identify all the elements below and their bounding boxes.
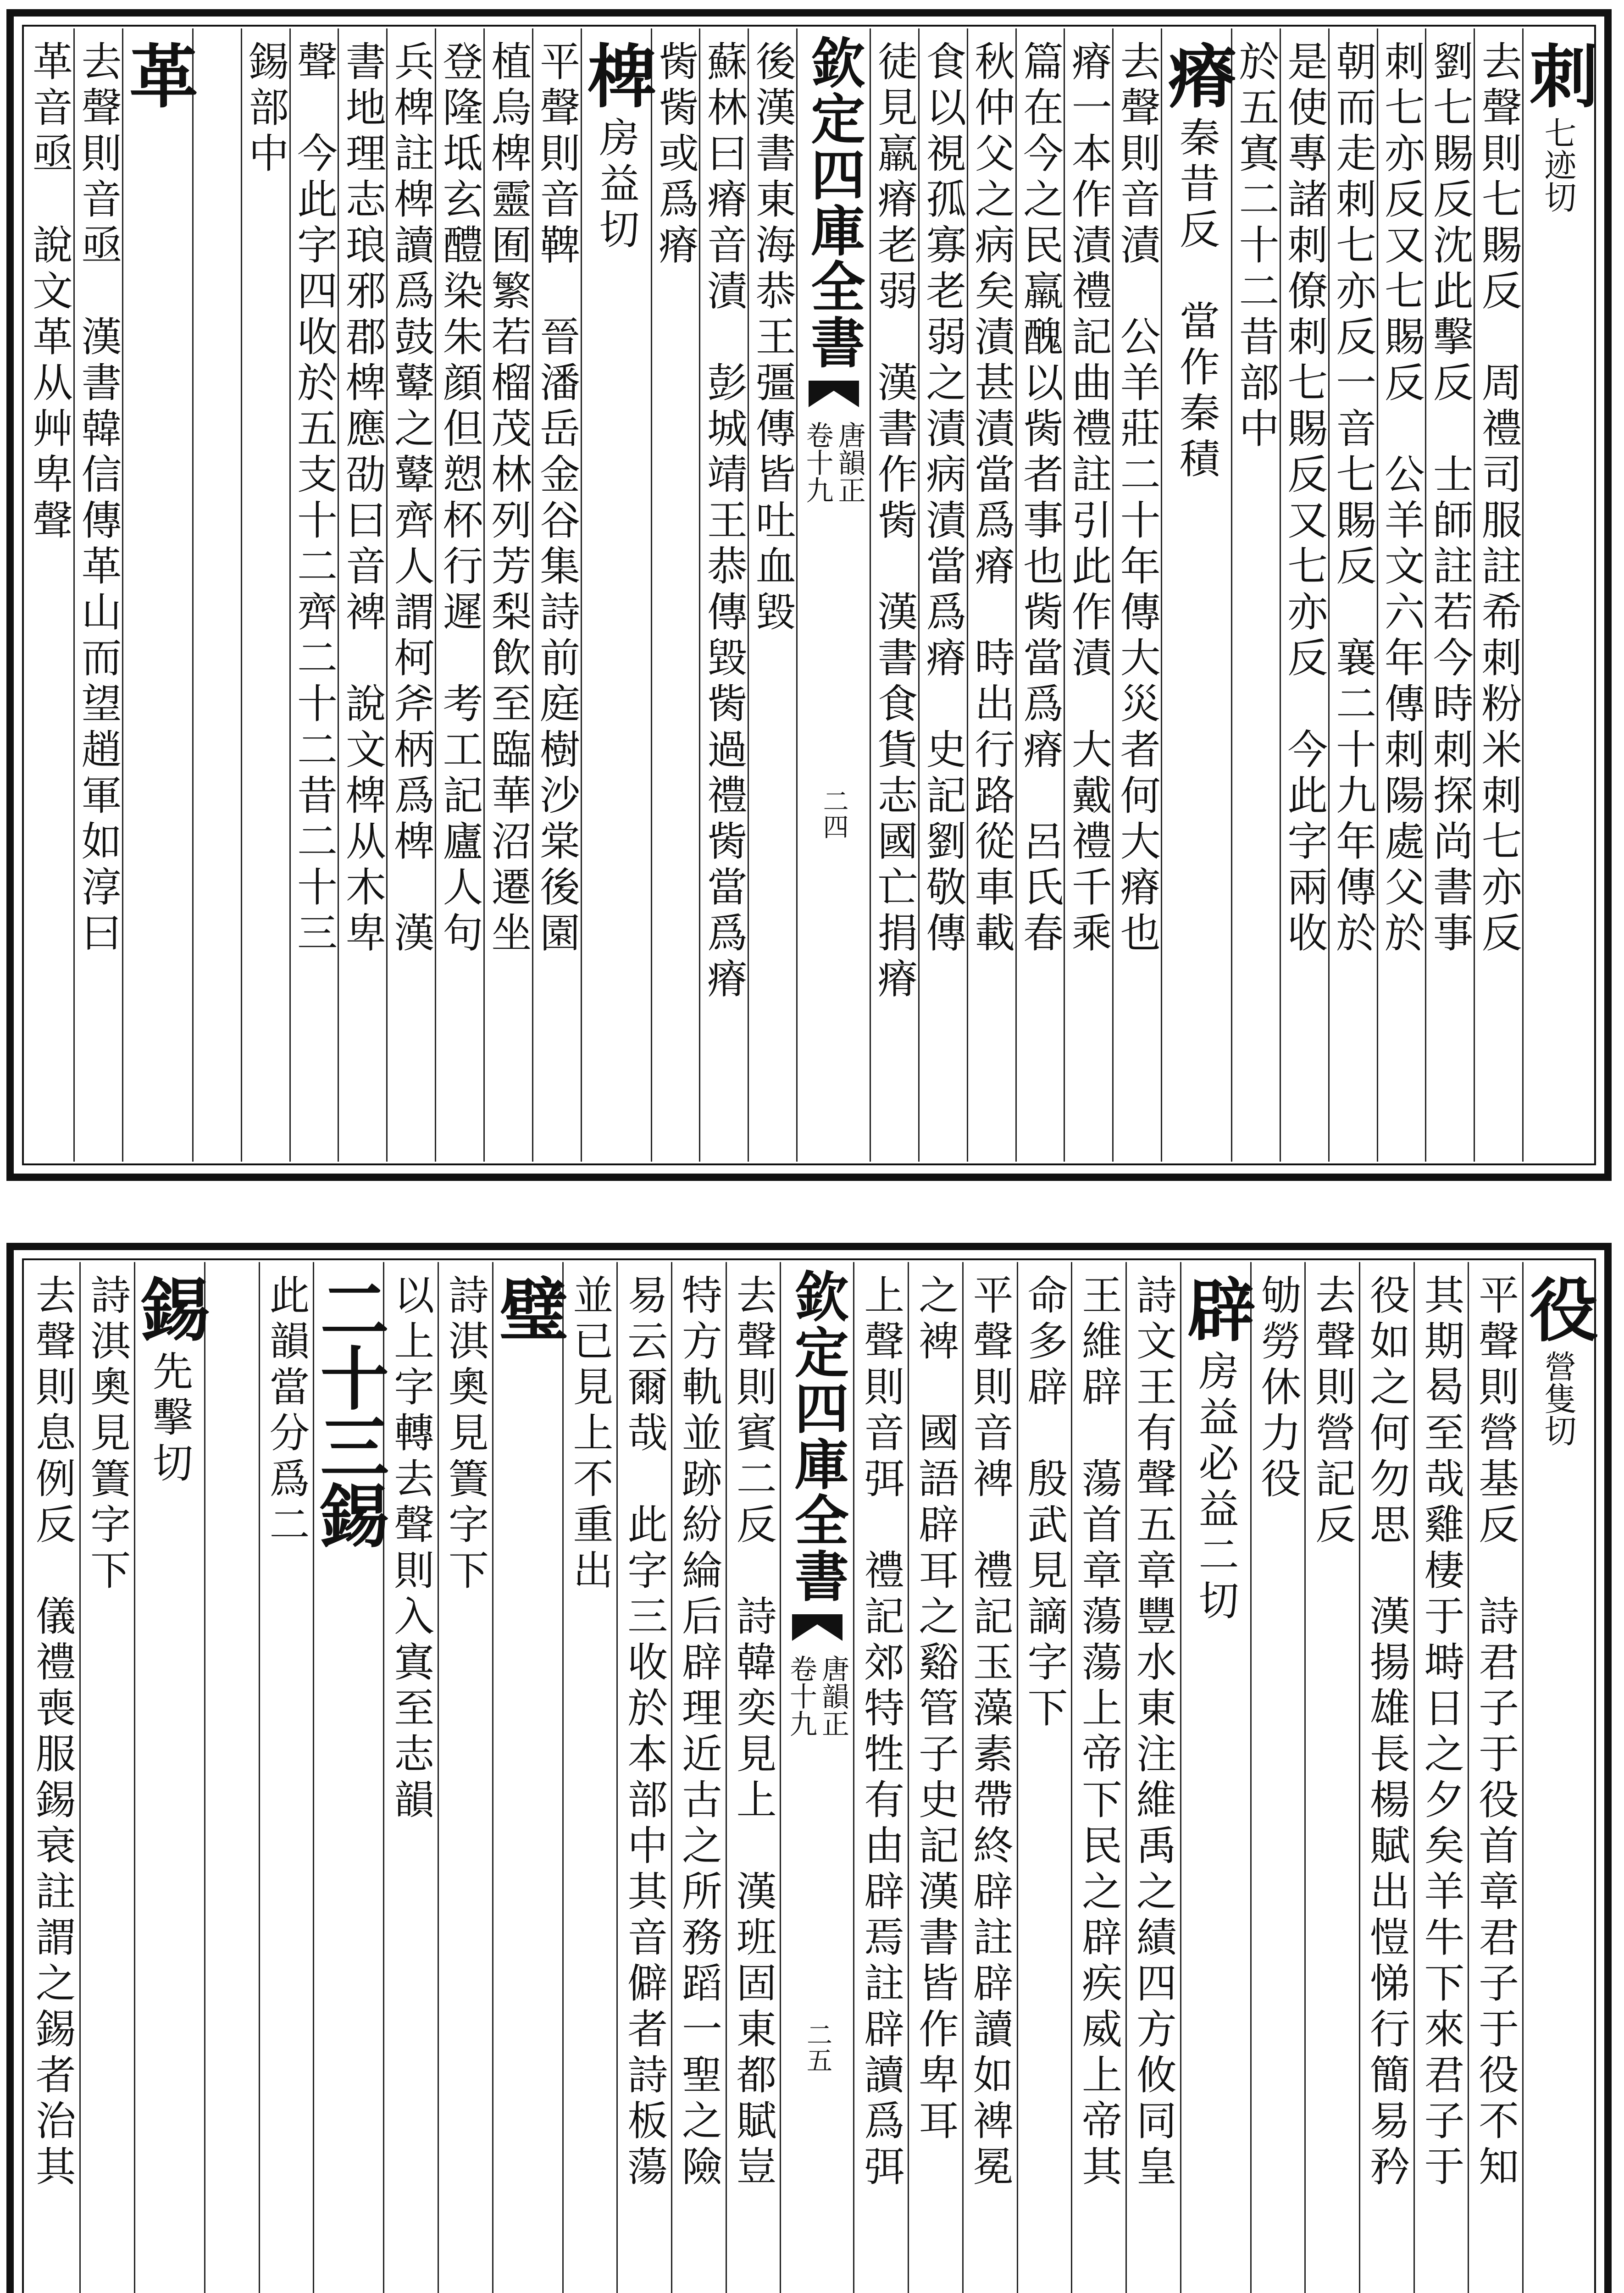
column-text: 去聲則音亟 漢書韓信傳革山而望趙軍如淳曰 <box>75 40 122 958</box>
column-text: 詩淇奧見簀字下 <box>84 1274 132 1595</box>
column-text: 詩文王有聲五章豐水東注維禹之績四方攸同皇 <box>1130 1274 1177 2191</box>
column-text: 平聲則營基反 詩君子于役首章君子于役不知 <box>1472 1274 1520 2191</box>
column-text: 易云爾哉 此字三收於本部中其音僻者詩板蕩 <box>621 1274 669 2191</box>
entry-headword: 錫 <box>129 1274 210 1343</box>
column-text: 革音亟 說文革从艸卑聲 <box>26 40 73 545</box>
column-text: 並已見上不重出 <box>566 1274 614 1595</box>
text-column <box>483 28 532 1162</box>
text-column <box>967 28 1015 1162</box>
text-column <box>241 28 289 1162</box>
text-column <box>1474 28 1522 1162</box>
column-text: 之裨 國語辟耳之谿管子史記漢書皆作卑耳 <box>912 1274 959 2145</box>
column-text: 錫部中 <box>242 40 290 178</box>
entry-column <box>117 28 198 1162</box>
column-text: 王維辟 蕩首章蕩蕩上帝下民之辟疾威上帝其 <box>1075 1274 1123 2191</box>
text-column <box>1017 1262 1071 2293</box>
text-column <box>726 1262 780 2293</box>
text-column <box>699 28 748 1162</box>
text-column <box>1328 28 1377 1162</box>
text-column <box>1359 1262 1413 2293</box>
column-text: 去聲則七賜反 周禮司服註希刺粉米刺七亦反 <box>1475 40 1523 958</box>
text-column <box>1280 28 1328 1162</box>
entry-column <box>1518 28 1598 1162</box>
text-column <box>79 1262 134 2293</box>
column-text: 去聲則音漬 公羊莊二十年傳大災者何大瘠也 <box>1114 40 1161 958</box>
column-text: 平聲則音裨 禮記玉藻素帶終辟註辟讀如裨冕 <box>966 1274 1014 2191</box>
text-column <box>1425 28 1474 1162</box>
entry-column <box>576 28 657 1162</box>
folio-number: 二四 <box>819 788 849 839</box>
text-column <box>748 28 796 1162</box>
volume-info <box>801 421 866 504</box>
entry-headword: 瘠 <box>1156 40 1237 109</box>
entry-column <box>308 1262 389 2293</box>
column-text: 是使專諸刺僚刺七賜反又七亦反 今此字兩收 <box>1281 40 1329 958</box>
text-column <box>386 28 435 1162</box>
column-text: 徒見羸瘠老弱 漢書作胔 漢書食貨志國亡捐瘠 <box>871 40 919 1003</box>
text-column <box>289 28 338 1162</box>
text-column <box>1071 1262 1125 2293</box>
entry-column <box>1518 1262 1598 2293</box>
book-title: 欽定四庫全書 <box>785 1268 849 1604</box>
entry-column <box>129 1262 210 2293</box>
column-text: 上聲則音弭 禮記郊特牲有由辟焉註辟讀爲弭 <box>858 1274 905 2191</box>
entry-headword: 璧 <box>487 1274 568 1343</box>
column-text: 去聲則息例反 儀禮喪服錫衰註謂之錫者治其 <box>29 1274 77 2191</box>
column-text: 聲 今此字四收於五支十二齊二十二昔二十三 <box>291 40 338 958</box>
column-text: 胔胔或爲瘠 <box>652 40 699 270</box>
column-text: 兵椑註椑讀爲鼓鼙之鼙齊人謂柯斧柄爲椑 漢 <box>388 40 435 958</box>
column-text: 平聲則音鞞 晉潘岳金谷集詩前庭樹沙棠後園 <box>533 40 581 958</box>
column-text: 於五寘二十二昔部中 <box>1232 40 1280 453</box>
entry-headword: 革 <box>117 40 198 109</box>
column-text: 詩淇奧見簀字下 <box>442 1274 489 1595</box>
text-column <box>651 28 699 1162</box>
volume-info <box>787 1655 847 1737</box>
volume-number: 卷十九 <box>785 1655 817 1737</box>
upper-page-columns <box>26 28 1598 1162</box>
entry-headword: 役 <box>1518 1274 1598 1343</box>
center-fold-column <box>780 1262 853 2293</box>
column-text: 刺七亦反又七賜反 公羊文六年傳刺陽處父於 <box>1378 40 1425 958</box>
center-fold-column <box>796 28 870 1162</box>
text-column <box>918 28 967 1162</box>
fish-tail-ornament-icon <box>809 381 859 407</box>
text-column <box>1125 1262 1180 2293</box>
column-text: 後漢書東海恭王彊傳皆吐血毀 <box>749 40 797 637</box>
entry-headword: 椑 <box>576 40 657 109</box>
column-text: 秋仲父之病矣漬甚漬當爲瘠 時出行路從車載 <box>968 40 1016 958</box>
text-column <box>616 1262 671 2293</box>
text-column <box>438 1262 492 2293</box>
folio-number: 二五 <box>802 2022 832 2073</box>
text-column <box>73 28 122 1162</box>
lower-page <box>6 1243 1612 2293</box>
book-name: 唐韻正 <box>817 1655 849 1737</box>
text-column <box>532 28 581 1162</box>
column-text: 此韻當分爲二 <box>263 1274 310 1549</box>
column-text: 役如之何勿思 漢揚雄長楊賦出愷悌行簡易矜 <box>1363 1274 1411 2191</box>
column-text: 植烏椑靈囿繁若榴茂林列芳梨飲至臨華沼遷坐 <box>485 40 532 958</box>
column-text: 登隆坻玄醴染朱顔但愬杯行遲 考工記廬人句 <box>436 40 484 958</box>
entry-gloss: 房益必益二切 <box>1192 1350 1240 1625</box>
column-text: 去聲則營記反 <box>1309 1274 1357 1549</box>
entry-gloss: 房益切 <box>593 116 640 254</box>
text-column <box>671 1262 726 2293</box>
text-column <box>1377 28 1425 1162</box>
column-text: 蘇林曰瘠音漬 彭城靖王恭傳毀胔過禮胔當爲瘠 <box>700 40 748 1003</box>
text-column <box>908 1262 962 2293</box>
book-title: 欽定四庫全書 <box>802 35 866 371</box>
text-column <box>562 1262 617 2293</box>
entry-headword: 刺 <box>1518 40 1598 109</box>
text-column <box>1064 28 1112 1162</box>
text-column <box>1112 28 1161 1162</box>
column-text: 劉七賜反沈此擊反 士師註若今時刺探尚書事 <box>1426 40 1474 958</box>
column-text: 以上字轉去聲則入寘至志韻 <box>388 1274 435 1824</box>
text-column <box>1231 28 1280 1162</box>
entry-column <box>487 1262 568 2293</box>
column-text: 命多辟 殷武見謫字下 <box>1021 1274 1069 1733</box>
entry-headword: 二十三錫 <box>308 1274 389 1549</box>
entry-headword: 辟 <box>1175 1274 1256 1343</box>
fanqie-note: 七迹切 <box>1539 116 1577 213</box>
column-text: 朝而走刺七亦反一音七賜反 襄二十九年傳於 <box>1330 40 1377 958</box>
text-column <box>1250 1262 1305 2293</box>
entry-gloss: 先擊切 <box>146 1350 194 1488</box>
text-column <box>1468 1262 1522 2293</box>
fish-tail-ornament-icon <box>792 1614 842 1641</box>
entry-gloss: 秦昔反 當作秦積 <box>1173 116 1221 483</box>
entry-column <box>1175 1262 1256 2293</box>
book-name: 唐韻正 <box>833 421 866 504</box>
column-text: 特方軌並跡紛綸后辟理近古之所務蹈一聖之險 <box>675 1274 723 2191</box>
text-column <box>962 1262 1017 2293</box>
text-column <box>26 28 73 1162</box>
lower-page-columns <box>26 1262 1598 2293</box>
text-column <box>1413 1262 1468 2293</box>
text-column <box>338 28 386 1162</box>
text-column <box>1015 28 1064 1162</box>
text-column <box>853 1262 908 2293</box>
blank-column <box>204 1262 259 2293</box>
text-column <box>870 28 918 1162</box>
fanqie-note: 營隻切 <box>1539 1350 1577 1446</box>
column-text: 劬勞休力役 <box>1254 1274 1302 1503</box>
column-text: 食以視孤寡老弱之漬病漬當爲瘠 史記劉敬傳 <box>920 40 967 958</box>
column-text: 去聲則賓二反 詩韓奕見上 漢班固東都賦豈 <box>730 1274 777 2191</box>
text-column <box>383 1262 438 2293</box>
upper-page <box>6 9 1612 1181</box>
text-column <box>435 28 483 1162</box>
text-column <box>26 1262 79 2293</box>
text-column <box>259 1262 313 2293</box>
column-text: 篇在今之民羸醜以胔者事也胔當爲瘠 呂氏春 <box>1016 40 1064 958</box>
volume-number: 卷十九 <box>801 421 834 504</box>
blank-column <box>192 28 241 1162</box>
column-text: 書地理志琅邪郡椑應劭曰音裨 說文椑从木卑 <box>339 40 387 958</box>
entry-column <box>1156 28 1237 1162</box>
text-column <box>1304 1262 1359 2293</box>
column-text: 其期曷至哉雞棲于塒日之夕矣羊牛下來君子于 <box>1418 1274 1465 2191</box>
column-text: 瘠一本作漬禮記曲禮註引此作漬 大戴禮千乘 <box>1065 40 1113 958</box>
